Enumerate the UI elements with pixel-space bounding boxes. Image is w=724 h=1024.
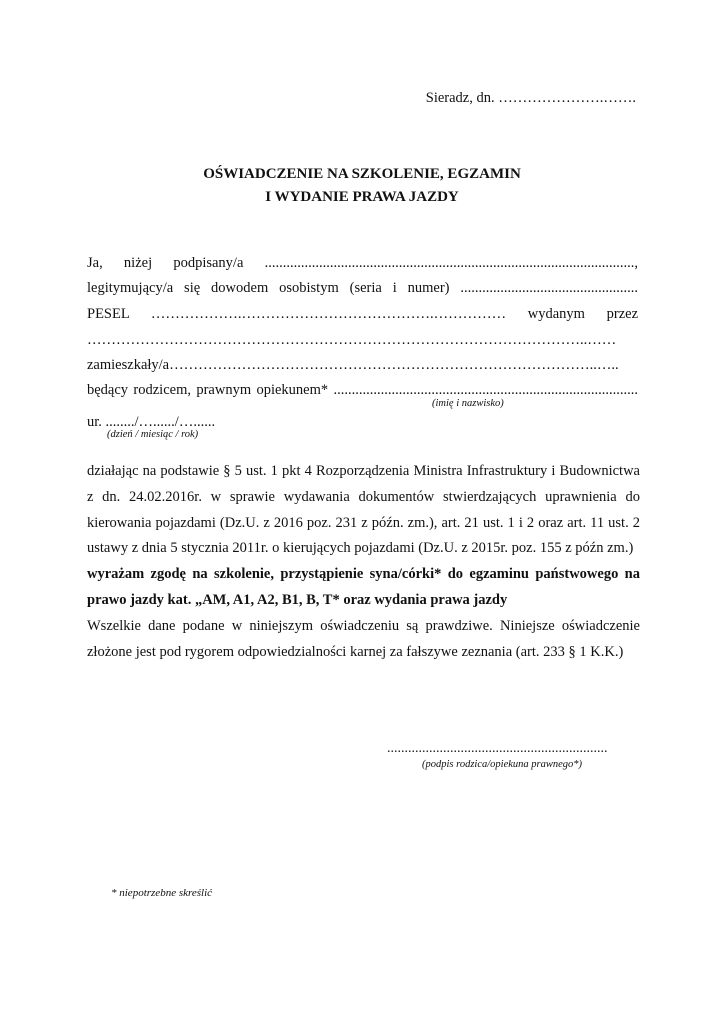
declaration-paragraph: Wszelkie dane podane w niniejszym oświadczeniu są prawdziwe. Niniejsze oświadczenie złożone jest pod rygorem odpowiedzialności karnej za fałszywe zeznania (art. 233 § 1 K.K.) — [87, 617, 640, 660]
form-line-guardian: będący rodzicem, prawnym opiekunem* .................................................................................... — [87, 382, 638, 398]
document-title-line1: OŚWIADCZENIE NA SZKOLENIE, EGZAMIN — [203, 166, 521, 182]
form-line-name: Ja, niżej podpisany/a ......................................................................................................, — [87, 255, 638, 271]
form-line-issuer: …………………………………………………………………………………………..…… — [87, 332, 617, 348]
signature-label: (podpis rodzica/opiekuna prawnego*) — [422, 759, 583, 770]
form-line-pesel: PESEL ……………….………………………………….…………… wydanym przez — [87, 306, 638, 322]
form-line-address: zamieszkały/a……………………………………………………………………………..….. — [87, 357, 619, 373]
document-title-line2: I WYDANIE PRAWA JAZDY — [265, 189, 459, 205]
form-line-birthdate: ur. ......../…....../…...... — [87, 414, 216, 430]
label-date: (dzień / miesiąc / rok) — [107, 429, 199, 440]
body-text — [87, 459, 640, 665]
legal-basis-paragraph: działając na podstawie § 5 ust. 1 pkt 4 Rozporządzenia Ministra Infrastruktury i Budownictwa z dn. 24.02.2016r. w sprawie wydawania dokumentów stwierdzających uprawnienia do kierowania pojazdami (Dz.U. z 2016 poz. 231 z późn. zm.), art. 21 ust. 1 i 2 oraz art. 11 ust. 2 ustawy z dnia 5 stycznia 2011r. o kierujących pojazdami (Dz.U. z 2015r. poz. 155 z późn zm.) — [87, 463, 640, 557]
consent-paragraph: wyrażam zgodę na szkolenie, przystąpienie syna/córki* do egzaminu państwowego na prawo jazdy kat. „AM, A1, A2, B1, B, T* oraz wydania prawa jazdy — [87, 566, 640, 608]
form-line-id-document: legitymujący/a się dowodem osobistym (seria i numer) ................................................. — [87, 280, 638, 296]
place-date: Sieradz, dn. ………………….……. — [425, 90, 636, 106]
label-name: (imię i nazwisko) — [432, 398, 504, 409]
signature-line: ............................................................... — [387, 741, 608, 756]
footnote: * niepotrzebne skreślić — [111, 887, 213, 899]
